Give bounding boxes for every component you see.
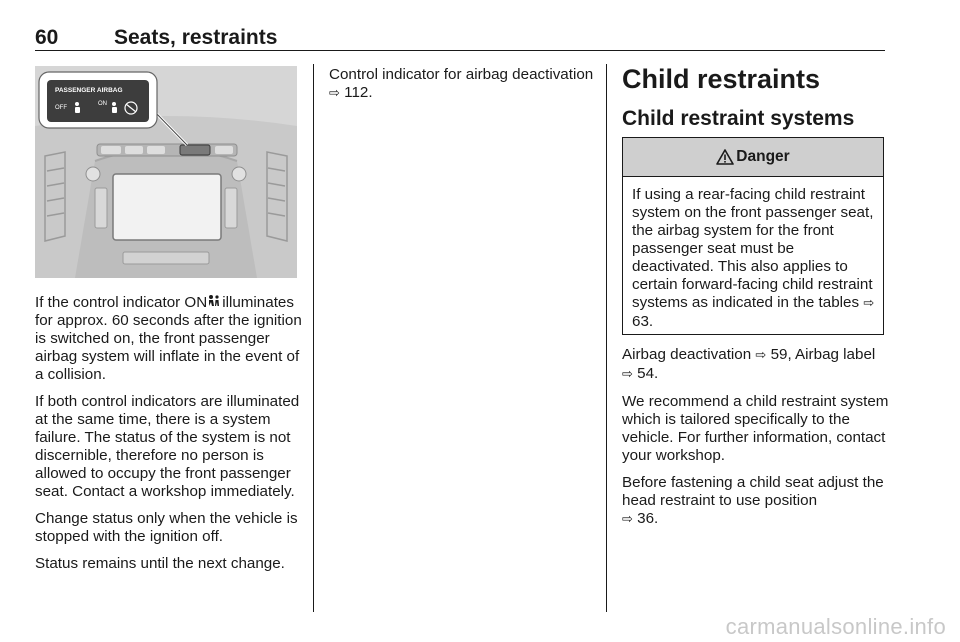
column-divider-2 [606,64,607,612]
paragraph-recommendation: We recommend a child restraint system which is tailored specifically to the vehicle. For further information, contact your workshop. [622,393,889,464]
footer-watermark[interactable]: carmanualsonline.info [725,614,946,639]
warning-triangle-icon [716,149,734,165]
svg-text:PASSENGER AIRBAG: PASSENGER AIRBAG [55,87,123,94]
page-number: 60 [35,26,59,49]
page-reference-arrow-icon: ⇨ [755,348,767,363]
subheading-child-restraint-systems: Child restraint systems [622,107,855,130]
page-reference-arrow-icon: ⇨ [329,86,340,101]
left-column [35,294,303,582]
danger-label: Danger [736,148,790,165]
paragraph-indicator-deactivation: Control indicator for airbag deactivation ⇨ 112. [329,66,594,101]
paragraph-change-status: Change status only when the vehicle is stopped with the ignition off. [35,510,298,545]
header-rule [35,50,885,51]
page-reference-link[interactable]: 59, Airbag label [770,346,876,363]
paragraph-airbag-references: Airbag deactivation ⇨ 59, Airbag label ⇨ 54. [622,346,876,382]
paragraph-indicator-on: If the control indicator ON illuminates for approx. 60 seconds after the ignition is switched on, the front passenger airbag system will inflate in the event of a collision. [35,294,302,383]
page-reference-link[interactable]: 36. [637,510,659,527]
column-divider-1 [313,64,314,612]
page-reference-link[interactable]: 112. [344,84,373,101]
page-reference-arrow-icon: ⇨ [622,367,633,382]
passenger-airbag-on-icon [207,294,222,308]
page-reference-link[interactable]: 54. [637,365,659,382]
svg-text:ON: ON [98,101,107,107]
page-reference-link[interactable]: 63. [632,313,654,330]
page-reference-arrow-icon: ⇨ [863,296,875,311]
danger-text: If using a rear-facing child restraint system on the front passenger seat, the airbag system for the front passenger seat must be deactivated. This also applies to certain forward-facing child restraint systems as indicated in the tables ⇨ 63. [632,186,875,330]
paragraph-head-restraint: Before fastening a child seat adjust the head restraint to use position ⇨ 36. [622,474,884,527]
paragraph-system-failure: If both control indicators are illuminated at the same time, there is a system failure. The status of the system is not discernible, therefore no person is allowed to occupy the front passenger seat. Contact a workshop immediately. [35,393,300,500]
danger-notice [622,137,884,335]
passenger-airbag-panel-illustration [35,66,297,278]
paragraph-status-remains: Status remains until the next change. [35,555,285,572]
danger-header [623,138,883,177]
section-title: Seats, restraints [114,26,278,49]
right-column-text [622,346,890,538]
middle-column [329,66,597,112]
heading-child-restraints: Child restraints [622,64,821,94]
svg-text:OFF: OFF [55,105,67,111]
page-reference-arrow-icon: ⇨ [622,512,633,527]
